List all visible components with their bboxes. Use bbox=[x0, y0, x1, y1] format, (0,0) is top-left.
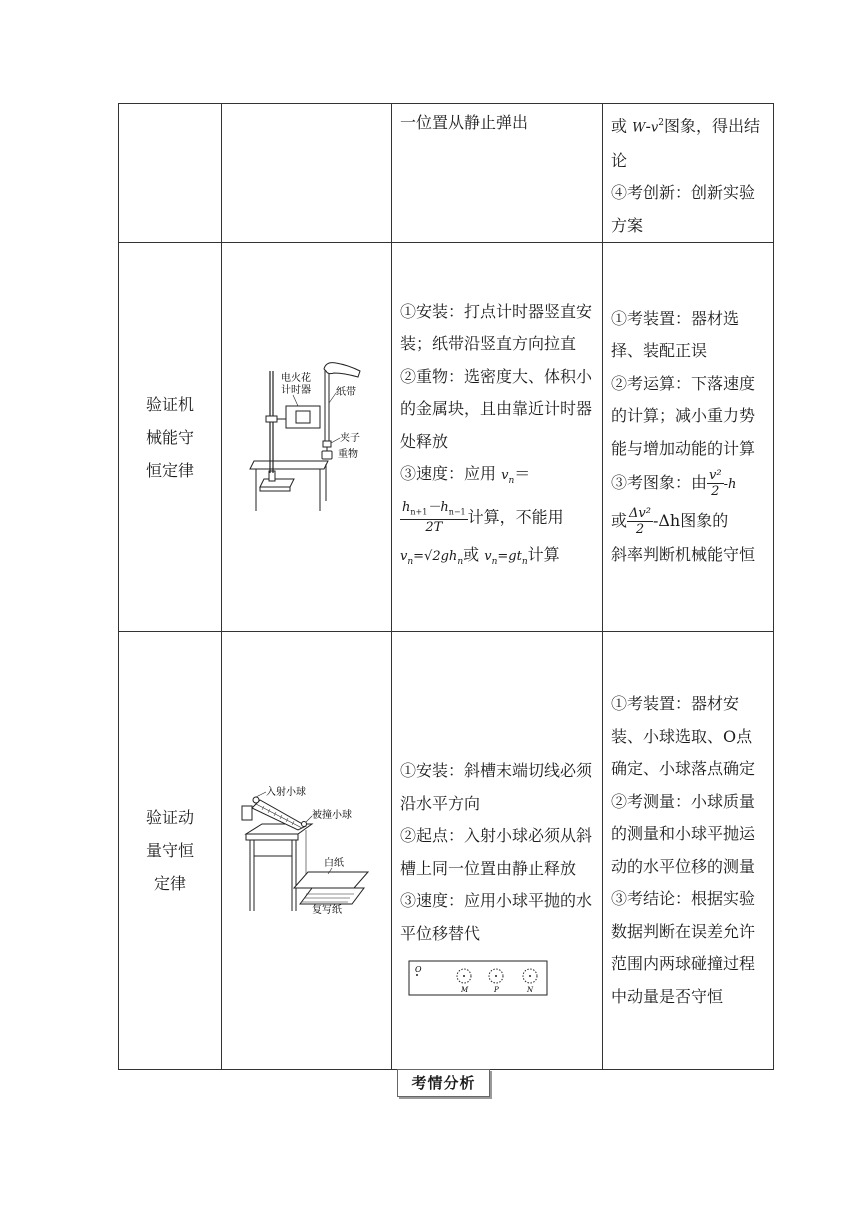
experiment-name-cell bbox=[119, 104, 222, 243]
carbon-paper-label: 复写纸 bbox=[311, 904, 342, 916]
target-ball-label: 被撞小球 bbox=[311, 809, 352, 821]
math-h: －h bbox=[427, 499, 449, 515]
timer-label-1: 电火花 bbox=[280, 373, 311, 385]
math-expr: =√2gh bbox=[413, 549, 458, 565]
exam-text: 或 bbox=[611, 116, 633, 136]
math-sub: n bbox=[491, 557, 498, 568]
key-point: ①安装：斜槽末端切线必须沿水平方向 bbox=[400, 761, 593, 813]
math-v: v bbox=[501, 468, 509, 484]
graph-fraction bbox=[707, 468, 724, 499]
math-v: v bbox=[484, 549, 492, 565]
fraction-denominator: 2 bbox=[635, 522, 645, 538]
key-point bbox=[400, 458, 595, 498]
section-title: 考情分析 bbox=[397, 1069, 490, 1097]
math-sup: 2 bbox=[658, 118, 664, 128]
fraction-numerator bbox=[400, 500, 468, 521]
exam-point: 或 $W-v^2$图象，得出结论 bbox=[611, 116, 760, 170]
exam-points-cell bbox=[603, 243, 774, 632]
fraction-denominator: 2T bbox=[425, 520, 443, 536]
figure-cell bbox=[222, 104, 392, 243]
weight-label: 重物 bbox=[337, 449, 358, 461]
math-v: v bbox=[400, 549, 408, 565]
point-p-label: P bbox=[494, 986, 499, 995]
experiment-name-line: 恒定律 bbox=[145, 460, 194, 480]
key-point: ①安装：打点计时器竖直安装；纸带沿竖直方向拉直 bbox=[400, 301, 593, 354]
math-expr: =gt bbox=[497, 549, 522, 565]
exam-text: -Δh图象的 bbox=[652, 511, 729, 531]
experiment-name-line: 验证机 bbox=[145, 394, 194, 414]
point-m-label: M bbox=[461, 986, 469, 995]
speed-text: 或 bbox=[463, 545, 485, 565]
key-point bbox=[400, 500, 595, 536]
speed-text: 计算 bbox=[527, 545, 560, 565]
experiment-name-line: 量守恒 bbox=[145, 841, 194, 861]
key-point: 一位置从静止弹出 bbox=[400, 113, 529, 132]
math-h: h bbox=[402, 499, 411, 515]
experiment-name-line: 验证动 bbox=[145, 808, 194, 828]
collision-apparatus-figure bbox=[232, 786, 382, 916]
experiment-table bbox=[118, 103, 774, 1070]
math-h: -h bbox=[723, 477, 737, 493]
exam-point: ①考装置：器材安装、小球选取、O点确定、小球落点确定 bbox=[611, 694, 756, 779]
speed-fraction bbox=[400, 500, 468, 536]
exam-point bbox=[611, 465, 766, 503]
exam-point: ④考创新：创新实验方案 bbox=[611, 183, 756, 235]
exam-points-cell bbox=[603, 104, 774, 243]
speed-text: ＝ bbox=[514, 464, 531, 484]
math-sub: n bbox=[457, 557, 464, 568]
key-points-cell bbox=[392, 243, 603, 632]
exam-point: ①考装置：器材选择、装配正误 bbox=[611, 308, 740, 361]
figure-cell bbox=[222, 243, 392, 632]
key-points-cell bbox=[392, 104, 603, 243]
exam-text: ③考图象：由 bbox=[611, 473, 708, 493]
incident-ball-label: 入射小球 bbox=[265, 786, 306, 798]
exam-points-cell bbox=[603, 632, 774, 1070]
exam-point: ③考结论：根据实验数据判断在误差允许范围内两球碰撞过程中动量是否守恒 bbox=[611, 889, 756, 1006]
exam-point bbox=[611, 503, 766, 539]
table-row bbox=[119, 104, 774, 243]
math-sub: n−1 bbox=[448, 507, 466, 517]
key-points-cell bbox=[392, 632, 603, 1070]
experiment-name-line: 定律 bbox=[153, 874, 186, 894]
speed-text: ③速度：应用 bbox=[400, 464, 502, 484]
math-sub: n+1 bbox=[410, 507, 428, 517]
math-sub: n bbox=[407, 557, 414, 568]
exam-point: ②考运算：下落速度的计算；减小重力势能与增加动能的计算 bbox=[611, 373, 756, 458]
graph-fraction bbox=[627, 506, 653, 537]
math-sub: n bbox=[521, 557, 528, 568]
fraction-denominator: 2 bbox=[711, 484, 720, 500]
experiment-name-cell bbox=[119, 243, 222, 632]
key-point: ②起点：入射小球必须从斜槽上同一位置由静止释放 bbox=[400, 826, 593, 878]
key-point: ③速度：应用小球平抛的水平位移替代 bbox=[400, 891, 593, 943]
exam-point: 斜率判断机械能守恒 bbox=[611, 545, 756, 565]
exam-text: 或 bbox=[611, 511, 628, 531]
key-point: ②重物：选密度大、体积小的金属块，且由靠近计时器处释放 bbox=[400, 366, 593, 451]
math-v: v bbox=[650, 120, 659, 136]
tape-label: 纸带 bbox=[335, 387, 356, 399]
math-w: W bbox=[632, 120, 646, 136]
experiment-name-cell bbox=[119, 632, 222, 1070]
speed-text: 计算，不能用 bbox=[467, 507, 564, 527]
timer-label-2: 计时器 bbox=[280, 385, 311, 397]
exam-text: 图象，得出结论 bbox=[611, 116, 760, 170]
math-sub: n bbox=[508, 476, 515, 487]
fraction-numerator: v² bbox=[709, 468, 722, 484]
point-o-label: O bbox=[415, 965, 422, 975]
fraction-numerator: Δv² bbox=[629, 506, 651, 522]
experiment-name-line: 械能守 bbox=[145, 427, 194, 447]
white-paper-label: 白纸 bbox=[323, 857, 344, 869]
landing-points-diagram bbox=[408, 958, 550, 998]
table-row bbox=[119, 243, 774, 632]
clip-label: 夹子 bbox=[339, 433, 360, 445]
table-row bbox=[119, 632, 774, 1070]
exam-point: ②考测量：小球质量的测量和小球平抛运动的水平位移的测量 bbox=[611, 791, 756, 876]
figure-cell bbox=[222, 632, 392, 1070]
free-fall-apparatus-figure bbox=[248, 361, 366, 513]
point-n-label: N bbox=[527, 986, 534, 995]
key-point bbox=[400, 539, 595, 579]
